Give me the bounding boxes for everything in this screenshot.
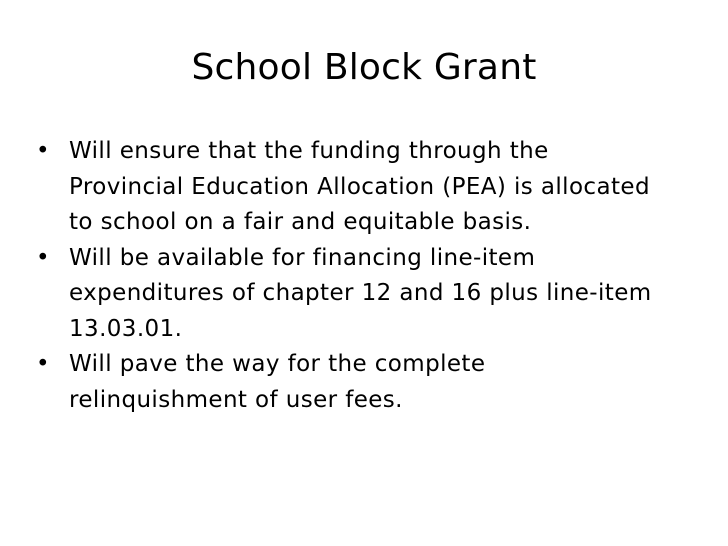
- bullet-text: Will ensure that the funding through the Provincial Education Allocation (PEA) is allocated to school on a fair and equitable basis.: [69, 138, 650, 235]
- bullet-text: Will be available for financing line-item expenditures of chapter 12 and 16 plus line-item 13.03.01.: [69, 244, 652, 342]
- bullet-item: [36, 347, 666, 418]
- bullet-item: [36, 241, 666, 348]
- bullet-icon: •: [36, 351, 50, 377]
- bullet-icon: •: [36, 244, 50, 271]
- bullet-list: [36, 134, 666, 418]
- bullet-icon: •: [36, 138, 50, 164]
- bullet-item: [36, 134, 666, 241]
- bullet-text: Will pave the way for the complete relinquishment of user fees.: [69, 351, 486, 413]
- slide-title: School Block Grant: [191, 47, 537, 88]
